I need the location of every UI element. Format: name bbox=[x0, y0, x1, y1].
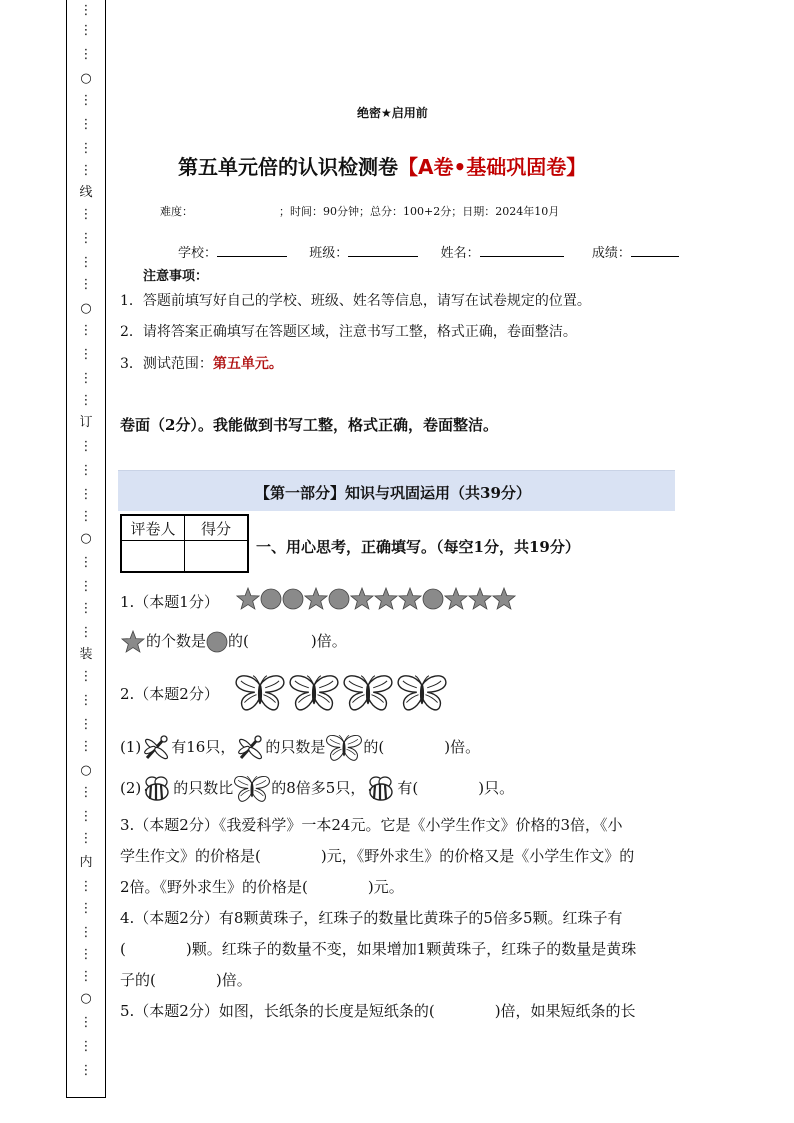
star-icon bbox=[374, 587, 398, 611]
title-suffix: 【A卷•基础巩固卷】 bbox=[398, 155, 587, 179]
q1-shape-sequence bbox=[236, 587, 516, 611]
star-icon bbox=[304, 587, 328, 611]
dots: ⋮ bbox=[79, 1063, 93, 1078]
dots: ⋮ bbox=[79, 93, 93, 108]
circle-icon bbox=[260, 587, 282, 611]
question-3-line-3: 2倍。《野外求生》的价格是( )元。 bbox=[120, 878, 404, 896]
q2a-text-1: 有16只， bbox=[171, 738, 236, 756]
star-icon bbox=[398, 587, 422, 611]
notice-item-2: 2．请将答案正确填写在答题区域，注意书写工整，格式正确，卷面整洁。 bbox=[120, 324, 577, 340]
dots: ⋮ bbox=[79, 555, 93, 570]
star-icon bbox=[492, 587, 516, 611]
q2-butterfly-row bbox=[234, 672, 450, 714]
dots: ⋮ bbox=[79, 117, 93, 132]
q1-text-a: 的个数是 bbox=[146, 632, 207, 650]
part-title: 一、用心思考，正确填写。（每空1分，共19分） bbox=[256, 538, 580, 556]
dots: ⋮ bbox=[79, 439, 93, 454]
circle-icon bbox=[282, 587, 304, 611]
dots: ⋮ bbox=[79, 255, 93, 270]
dragonfly-icon bbox=[235, 738, 265, 756]
q2b-text-4: )只。 bbox=[478, 779, 515, 797]
score-label: 成绩： bbox=[591, 246, 631, 261]
dots: ⋮ bbox=[79, 141, 93, 156]
neatness-note: 卷面（2分）。我能做到书写工整，格式正确，卷面整洁。 bbox=[120, 416, 498, 434]
page-title bbox=[178, 151, 586, 180]
circle-mark-icon: ○ bbox=[80, 301, 92, 316]
binding-label-zhuang: 装 bbox=[79, 647, 93, 662]
circle-mark-icon: ○ bbox=[80, 531, 92, 546]
name-field[interactable] bbox=[480, 242, 564, 257]
dots: ⋮ bbox=[79, 47, 93, 62]
score-field[interactable] bbox=[631, 242, 679, 257]
dots: ⋮ bbox=[79, 1039, 93, 1054]
circle-icon bbox=[206, 631, 228, 653]
notice-item-1: 1．答题前填写好自己的学校、班级、姓名等信息，请写在试卷规定的位置。 bbox=[120, 293, 591, 309]
meta-difficulty: 难度： bbox=[160, 205, 193, 218]
school-field[interactable] bbox=[217, 242, 287, 257]
star-icon bbox=[236, 587, 260, 611]
question-4-line-3: 子的( )倍。 bbox=[120, 971, 252, 989]
butterfly-icon bbox=[342, 683, 394, 702]
dots: ⋮ bbox=[79, 163, 93, 178]
butterfly-icon bbox=[288, 683, 340, 702]
dots: ⋮ bbox=[79, 463, 93, 478]
dots: ⋮ bbox=[79, 1015, 93, 1030]
dots: ⋮ bbox=[79, 785, 93, 800]
butterfly-icon bbox=[234, 683, 286, 702]
notice-item-3 bbox=[120, 353, 283, 373]
name-label: 姓名： bbox=[440, 246, 480, 261]
grader-cell[interactable] bbox=[121, 541, 185, 573]
dots: ⋮ bbox=[79, 487, 93, 502]
dots: ⋮ bbox=[79, 393, 93, 408]
binding-label-ding: 订 bbox=[79, 415, 93, 430]
dots: ⋮ bbox=[79, 809, 93, 824]
section-title: 【第一部分】知识与巩固运用（共39分） bbox=[255, 484, 531, 502]
dots: ⋮ bbox=[79, 879, 93, 894]
dots: ⋮ bbox=[79, 901, 93, 916]
q2a-text-2: 的只数是 bbox=[265, 738, 326, 756]
star-icon bbox=[120, 630, 146, 654]
confidential-mark: 绝密★启用前 bbox=[357, 106, 428, 120]
dots: ⋮ bbox=[79, 23, 93, 38]
dragonfly-icon bbox=[141, 738, 171, 756]
circle-mark-icon: ○ bbox=[80, 71, 92, 86]
binding-label-line: 线 bbox=[79, 185, 93, 200]
dots: ⋮ bbox=[79, 347, 93, 362]
dots: ⋮ bbox=[79, 831, 93, 846]
dots: ⋮ bbox=[79, 947, 93, 962]
notice-item-3-prefix: 3．测试范围： bbox=[120, 356, 213, 372]
question-1-label: 1.（本题1分） bbox=[120, 593, 219, 611]
question-3-line-2: 学生作文》的价格是( )元，《野外求生》的价格又是《小学生作文》的 bbox=[120, 847, 635, 865]
dots: ⋮ bbox=[79, 601, 93, 616]
student-info-row bbox=[178, 242, 679, 261]
class-field[interactable] bbox=[348, 242, 418, 257]
q2b-prefix: (2) bbox=[120, 779, 142, 797]
grader-header: 评卷人 bbox=[121, 515, 185, 541]
q2b-text-1: 的只数比 bbox=[173, 779, 234, 797]
score-cell[interactable] bbox=[185, 541, 249, 573]
butterfly-icon bbox=[233, 779, 271, 797]
dots: ⋮ bbox=[79, 509, 93, 524]
dots: ⋮ bbox=[79, 371, 93, 386]
question-2-part-1 bbox=[120, 733, 480, 763]
question-3-line-1: 3.（本题2分）《我爱科学》一本24元。它是《小学生作文》价格的3倍，《小 bbox=[120, 816, 623, 834]
binding-label-nei: 内 bbox=[79, 855, 93, 870]
dots: ⋮ bbox=[79, 669, 93, 684]
q2b-text-2: 的8倍多5只， bbox=[271, 779, 366, 797]
dots: ⋮ bbox=[79, 717, 93, 732]
school-label: 学校： bbox=[178, 246, 218, 261]
grader-score-table bbox=[120, 514, 249, 573]
dots: ⋮ bbox=[79, 323, 93, 338]
bee-icon bbox=[141, 779, 173, 797]
circle-mark-icon: ○ bbox=[80, 763, 92, 778]
question-5-line-1: 5.（本题2分）如图，长纸条的长度是短纸条的( )倍，如果短纸条的长 bbox=[120, 1002, 636, 1020]
q2b-text-3: 有( bbox=[397, 779, 419, 797]
dots: ⋮ bbox=[79, 579, 93, 594]
dots: ⋮ bbox=[79, 739, 93, 754]
class-label: 班级： bbox=[309, 246, 349, 261]
q2a-prefix: (1) bbox=[120, 738, 142, 756]
dots: ⋮ bbox=[79, 969, 93, 984]
question-2-part-2 bbox=[120, 774, 514, 804]
dots: ⋮ bbox=[79, 207, 93, 222]
dots: ⋮ bbox=[79, 625, 93, 640]
question-4-line-2: ( )颗。红珠子的数量不变，如果增加1颗黄珠子，红珠子的数量是黄珠 bbox=[120, 940, 637, 958]
score-header: 得分 bbox=[185, 515, 249, 541]
notice-item-3-value: 第五单元。 bbox=[212, 356, 283, 372]
meta-info: ；时间：90分钟；总分：100+2分；日期：2024年10月 bbox=[279, 205, 560, 218]
question-1-text bbox=[120, 630, 347, 654]
notice-heading: 注意事项： bbox=[143, 269, 209, 284]
star-icon bbox=[444, 587, 468, 611]
dots: ⋮ bbox=[79, 925, 93, 940]
dots: ⋮ bbox=[79, 3, 93, 18]
dots: ⋮ bbox=[79, 693, 93, 708]
circle-icon bbox=[422, 587, 444, 611]
dots: ⋮ bbox=[79, 231, 93, 246]
dots: ⋮ bbox=[79, 277, 93, 292]
title-main: 第五单元倍的认识检测卷 bbox=[178, 155, 398, 179]
star-icon bbox=[350, 587, 374, 611]
circle-mark-icon: ○ bbox=[80, 991, 92, 1006]
star-icon bbox=[468, 587, 492, 611]
circle-icon bbox=[328, 587, 350, 611]
q1-text-b: 的( bbox=[228, 632, 249, 650]
butterfly-icon bbox=[325, 738, 363, 756]
q2a-text-4: )倍。 bbox=[444, 738, 481, 756]
binding-margin bbox=[66, 0, 106, 1098]
question-4-line-1: 4.（本题2分）有8颗黄珠子，红珠子的数量比黄珠子的5倍多5颗。红珠子有 bbox=[120, 909, 623, 927]
question-2-label: 2.（本题2分） bbox=[120, 685, 219, 703]
butterfly-icon bbox=[396, 683, 448, 702]
q1-text-c: )倍。 bbox=[310, 632, 347, 650]
bee-icon bbox=[365, 779, 397, 797]
exam-meta bbox=[160, 203, 559, 219]
q2a-text-3: 的( bbox=[363, 738, 385, 756]
